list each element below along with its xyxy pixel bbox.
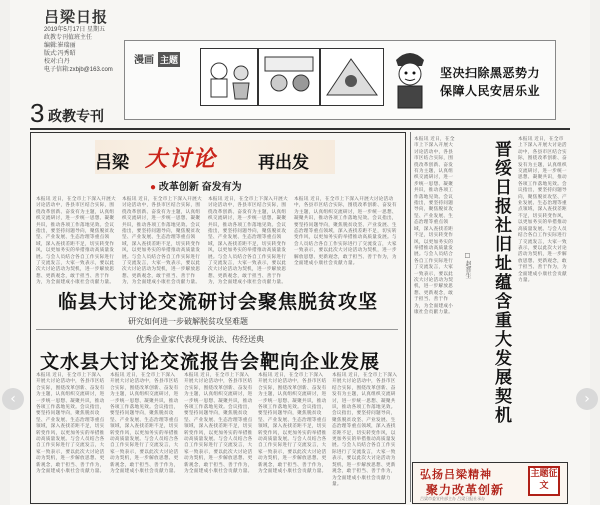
feature-title-center: 大讨论 xyxy=(145,146,218,172)
article1-column-4: 本报讯 近日，在全市上下深入开展大讨论活动中，各县市区结合实际，围绕改革创新、奋发有为主题，认真组织交流研讨，进一步统一思想、凝聚共识，推动各项工作落地见效。会议指出，要坚持问题导向，聚焦脱贫攻坚、产业发展、生态治理等重点领域，深入查找差距不足，切实转变作风，以更加务实的举措推动高质量发展。与会人员结合各自工作实际进行了交流发言，大家一致表示，要以此次大讨论活动为契机，进一步解放思想、更新观念，敢于担当、善于作为，为全面建成小康社会贡献力量。 xyxy=(294,196,397,266)
meta-line: 2019年5月17日 星期五 xyxy=(44,27,106,33)
article1-headline: 临县大讨论交流研讨会聚焦脱贫攻坚 xyxy=(58,291,379,313)
article1-subhead: 研究如何进一步破解脱贫攻坚难题 xyxy=(128,317,248,326)
contest-note: 吕梁市委宣传部主办 吕梁日报社承办 xyxy=(420,496,486,501)
right-article-column-2: 本报讯 近日，在全市上下深入开展大讨论活动中，各县市区结合实际，围绕改革创新、奋发有为主题，认真组织交流研讨，进一步统一思想、凝聚共识，推动各项工作落地见效。会议指出，要坚持问题导向，聚焦脱贫攻坚、产业发展、生态治理等重点领域，深入查找差距不足，切实转变作风，以更加务实的举措推动高质量发展。与会人员结合各自工作实际进行了交流发言，大家一致表示，要以此次大讨论活动为契机，进一步解放思想、更新观念，敢于担当、善于作为，为全面建成小康社会贡献力量。 xyxy=(518,136,567,282)
comic-drawing-icon xyxy=(259,49,319,105)
police-figure-icon xyxy=(388,46,432,112)
article1-column-3: 本报讯 近日，在全市上下深入开展大讨论活动中，各县市区结合实际，围绕改革创新、奋发有为主题，认真组织交流研讨，进一步统一思想、凝聚共识，推动各项工作落地见效。会议指出，要坚持问题导向，聚焦脱贫攻坚、产业发展、生态治理等重点领域，深入查找差距不足，切实转变作风，以更加务实的举措推动高质量发展。与会人员结合各自工作实际进行了交流发言，大家一致表示，要以此次大讨论活动为契机，进一步解放思想、更新观念，敢于担当、善于作为，为全面建成小康社会贡献力量。 xyxy=(208,196,288,284)
section-number: 3 xyxy=(30,98,45,128)
feature-title-right: 再出发 xyxy=(258,153,309,173)
banner-slogan-line1: 坚决扫除黑恶势力 xyxy=(440,66,541,80)
masthead-logo: 吕梁日报 xyxy=(44,8,109,26)
article2-column-2: 本报讯 近日，在全市上下深入开展大讨论活动中，各县市区结合实际，围绕改革创新、奋发有为主题，认真组织交流研讨，进一步统一思想、凝聚共识，推动各项工作落地见效。会议指出，要坚持问题导向，聚焦脱贫攻坚、产业发展、生态治理等重点领域，深入查找差距不足，切实转变作风，以更加务实的举措推动高质量发展。与会人员结合各自工作实际进行了交流发言，大家一致表示，要以此次大讨论活动为契机，进一步解放思想、更新观念，敢于担当、善于作为，为全面建成小康社会贡献力量。 xyxy=(110,372,179,474)
feature-subtitle-text: 改革创新 奋发有为 xyxy=(158,182,242,193)
right-article-headline: 晋绥日报社旧址蕴含重大发展契机 xyxy=(491,140,511,425)
article2-headline: 文水县大讨论交流报告会靶向企业发展 xyxy=(40,351,381,373)
meta-line: 版式:冯秀昭 xyxy=(44,51,76,57)
right-article-byline: □ 赵晋生 xyxy=(464,252,471,279)
meta-line: 编辑:崔瑞丽 xyxy=(44,43,76,49)
banner-slogan-line2: 保障人民安居乐业 xyxy=(440,84,541,98)
headline-divider xyxy=(36,329,398,330)
prev-page-button[interactable]: ‹ xyxy=(2,388,24,410)
section-divider xyxy=(30,128,570,130)
feature-subtitle xyxy=(150,178,242,193)
article1-column-1: 本报讯 近日，在全市上下深入开展大讨论活动中，各县市区结合实际，围绕改革创新、奋发有为主题，认真组织交流研讨，进一步统一思想、凝聚共识，推动各项工作落地见效。会议指出，要坚持问题导向，聚焦脱贫攻坚、产业发展、生态治理等重点领域，深入查找差距不足，切实转变作风，以更加务实的举措推动高质量发展。与会人员结合各自工作实际进行了交流发言，大家一致表示，要以此次大讨论活动为契机，进一步解放思想、更新观念，敢于担当、善于作为，为全面建成小康社会贡献力量。 xyxy=(36,196,116,284)
comic-drawing-icon xyxy=(201,49,257,105)
cartoon-tag xyxy=(130,50,186,67)
comic-panel-3 xyxy=(320,48,384,106)
comic-panel-2 xyxy=(258,48,320,106)
article2-column-3: 本报讯 近日，在全市上下深入开展大讨论活动中，各县市区结合实际，围绕改革创新、奋发有为主题，认真组织交流研讨，进一步统一思想、凝聚共识，推动各项工作落地见效。会议指出，要坚持问题导向，聚焦脱贫攻坚、产业发展、生态治理等重点领域，深入查找差距不足，切实转变作风，以更加务实的举措推动高质量发展。与会人员结合各自工作实际进行了交流发言，大家一致表示，要以此次大讨论活动为契机，进一步解放思想、更新观念，敢于担当、善于作为，为全面建成小康社会贡献力量。 xyxy=(184,372,253,474)
article2-column-1: 本报讯 近日，在全市上下深入开展大讨论活动中，各县市区结合实际，围绕改革创新、奋发有为主题，认真组织交流研讨，进一步统一思想、凝聚共识，推动各项工作落地见效。会议指出，要坚持问题导向，聚焦脱贫攻坚、产业发展、生态治理等重点领域，深入查找差距不足，切实转变作风，以更加务实的举措推动高质量发展。与会人员结合各自工作实际进行了交流发言，大家一致表示，要以此次大讨论活动为契机，进一步解放思想、更新观念，敢于担当、善于作为，为全面建成小康社会贡献力量。 xyxy=(36,372,105,474)
next-page-button[interactable]: › xyxy=(576,388,598,410)
article2-column-4: 本报讯 近日，在全市上下深入开展大讨论活动中，各县市区结合实际，围绕改革创新、奋发有为主题，认真组织交流研讨，进一步统一思想、凝聚共识，推动各项工作落地见效。会议指出，要坚持问题导向，聚焦脱贫攻坚、产业发展、生态治理等重点领域，深入查找差距不足，切实转变作风，以更加务实的举措推动高质量发展。与会人员结合各自工作实际进行了交流发言，大家一致表示，要以此次大讨论活动为契机，进一步解放思想、更新观念，敢于担当、善于作为，为全面建成小康社会贡献力量。 xyxy=(258,372,327,474)
column-divider xyxy=(410,132,411,502)
meta-line: 政教专刊值班主任 xyxy=(44,35,93,41)
comic-drawing-icon xyxy=(321,49,383,105)
meta-line: 校对:白丹 xyxy=(44,59,70,65)
article2-kicker: 优秀企业家代表现身说法、传经送典 xyxy=(136,335,264,344)
cartoon-badge: 主题 xyxy=(158,52,180,67)
contest-tag: 主题征文 xyxy=(528,466,560,496)
right-article-column-1: 本报讯 近日，在全市上下深入开展大讨论活动中，各县市区结合实际，围绕改革创新、奋发有为主题，认真组织交流研讨，进一步统一思想、凝聚共识，推动各项工作落地见效。会议指出，要坚持问题导向，聚焦脱贫攻坚、产业发展、生态治理等重点领域，深入查找差距不足，切实转变作风，以更加务实的举措推动高质量发展。与会人员结合各自工作实际进行了交流发言，大家一致表示，要以此次大讨论活动为契机，进一步解放思想、更新观念，敢于担当、善于作为，为全面建成小康社会贡献力量。 xyxy=(414,136,455,314)
bullet-icon: ● xyxy=(150,182,157,193)
article2-column-5: 本报讯 近日，在全市上下深入开展大讨论活动中，各县市区结合实际，围绕改革创新、奋发有为主题，认真组织交流研讨，进一步统一思想、凝聚共识，推动各项工作落地见效。会议指出，要坚持问题导向，聚焦脱贫攻坚、产业发展、生态治理等重点领域，深入查找差距不足，切实转变作风，以更加务实的举措推动高质量发展。与会人员结合各自工作实际进行了交流发言，大家一致表示，要以此次大讨论活动为契机，进一步解放思想、更新观念，敢于担当、善于作为，为全面建成小康社会贡献力量。 xyxy=(332,372,398,486)
meta-line: 电子信箱:zxbjb@163.com xyxy=(44,67,113,73)
feature-title-left: 吕梁 xyxy=(95,153,129,173)
section-name: 政教专刊 xyxy=(48,108,104,124)
contest-line1: 弘扬吕梁精神 xyxy=(420,468,492,481)
article1-column-2: 本报讯 近日，在全市上下深入开展大讨论活动中，各县市区结合实际，围绕改革创新、奋发有为主题，认真组织交流研讨，进一步统一思想、凝聚共识，推动各项工作落地见效。会议指出，要坚持问题导向，聚焦脱贫攻坚、产业发展、生态治理等重点领域，深入查找差距不足，切实转变作风，以更加务实的举措推动高质量发展。与会人员结合各自工作实际进行了交流发言，大家一致表示，要以此次大讨论活动为契机，进一步解放思想、更新观念，敢于担当、善于作为，为全面建成小康社会贡献力量。 xyxy=(122,196,202,284)
contest-line2: 聚力改革创新 xyxy=(426,483,505,497)
cartoon-tag-label: 漫画 xyxy=(134,55,154,66)
comic-panel-1 xyxy=(200,48,258,106)
